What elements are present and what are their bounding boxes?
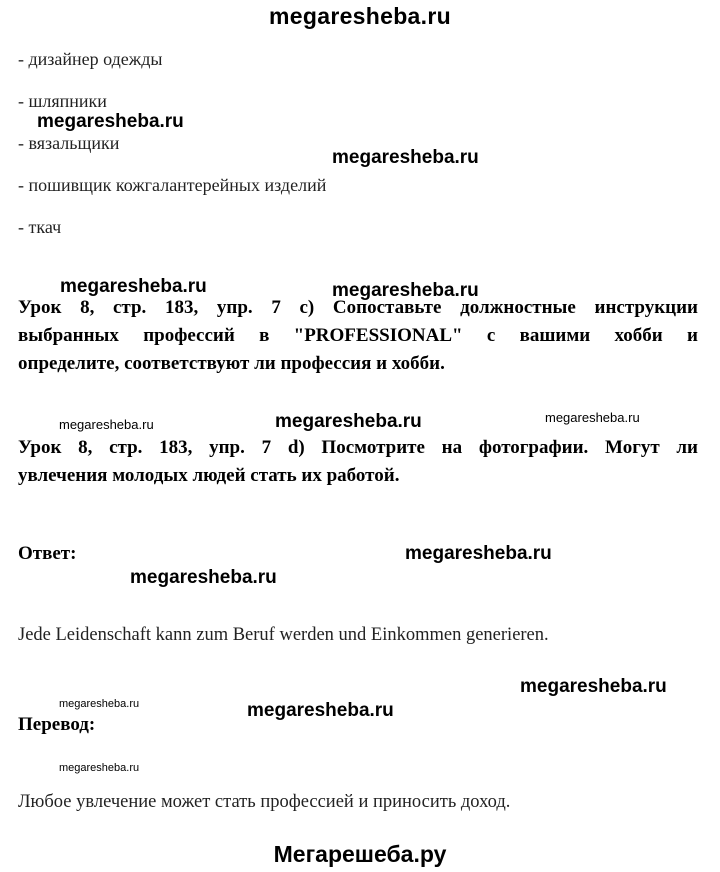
watermark: megaresheba.ru [332,147,479,168]
watermark: megaresheba.ru [545,410,640,425]
watermark: megaresheba.ru [59,762,140,774]
watermark: megaresheba.ru [247,700,394,721]
list-item-knitters: - вязальщики [18,133,120,153]
watermark: megaresheba.ru [59,698,140,710]
site-footer: Мегарешеба.ру [273,841,447,867]
task-7c-line-1: Урок 8, стр. 183, упр. 7 с) Сопоставьте должностные инструкции [18,297,698,318]
site-header: megaresheba.ru [269,3,451,29]
list-item-weaver: - ткач [18,217,62,237]
watermark: megaresheba.ru [332,280,479,301]
list-item-leather-goods-maker: - пошивщик кожгалантерейных изделий [18,175,327,195]
list-item-clothing-designer: - дизайнер одежды [18,49,163,69]
translation-text: Любое увлечение может стать профессией и приносить доход. [18,792,511,812]
task-7c [18,294,698,378]
task-7c-line-2: выбранных профессий в "PROFESSIONAL" с вашими хобби и [18,325,698,346]
watermark: megaresheba.ru [37,111,184,132]
watermark: megaresheba.ru [59,417,154,432]
translation-label: Перевод: [18,714,96,735]
watermark: megaresheba.ru [520,676,667,697]
watermark: megaresheba.ru [60,276,207,297]
watermark: megaresheba.ru [405,543,552,564]
task-7c-line-3: определите, соответствуют ли профессия и хобби. [18,353,445,374]
watermark: megaresheba.ru [130,567,277,588]
task-7d [18,434,698,490]
list-item-hatters: - шляпники [18,91,107,111]
answer-text: Jede Leidenschaft kann zum Beruf werden und Einkommen generieren. [18,625,549,645]
answer-label: Ответ: [18,543,77,564]
task-7d-line-2: увлечения молодых людей стать их работой. [18,465,400,486]
watermark: megaresheba.ru [275,411,422,432]
task-7d-line-1: Урок 8, стр. 183, упр. 7 d) Посмотрите на фотографии. Могут ли [18,437,698,458]
